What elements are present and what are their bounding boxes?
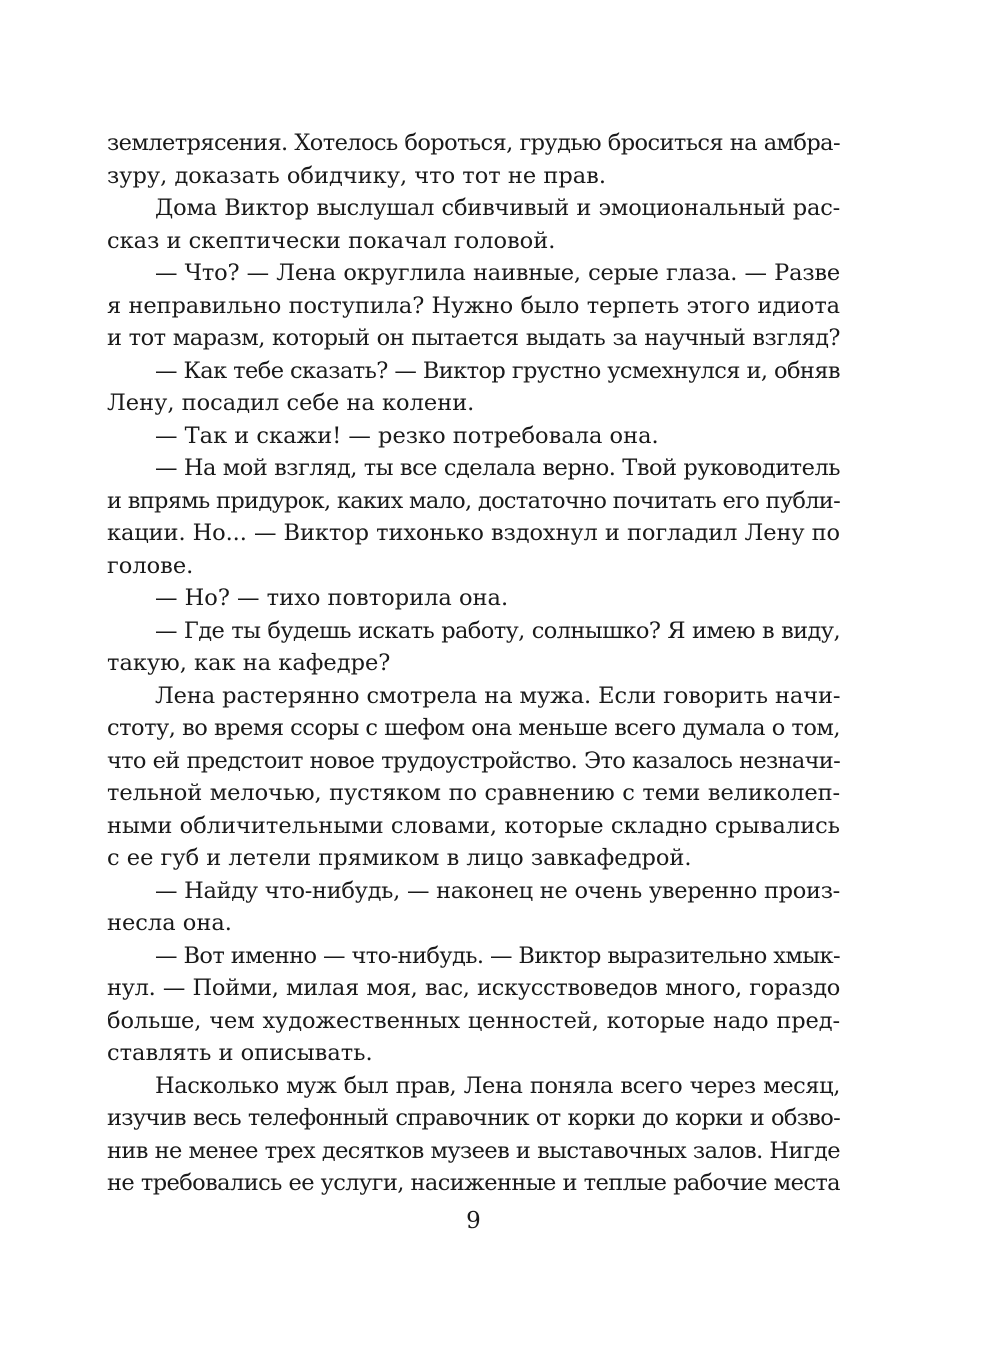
text-line: нул. — Пойми, милая моя, вас, искусствоведов много, гораздо (107, 975, 840, 1001)
text-line: — На мой взгляд, ты все сделала верно. Твой руководитель (155, 455, 840, 481)
text-line: — Как тебе сказать? — Виктор грустно усмехнулся и, обняв (155, 357, 840, 384)
text-line: стоту, во время ссоры с шефом она меньше всего думала о том, (107, 715, 840, 741)
text-line: сказ и скептически покачал головой. (107, 227, 556, 254)
text-line: зуру, доказать обидчику, что тот не прав. (107, 162, 606, 189)
text-line: не требовались ее услуги, насиженные и теплые рабочие места (107, 1170, 840, 1196)
body-text (107, 127, 840, 1200)
text-line: ными обличительными словами, которые складно срывались (107, 812, 840, 839)
text-line: с ее губ и летели прямиком в лицо завкафедрой. (107, 845, 692, 871)
text-line: такую, как на кафедре? (107, 650, 391, 676)
text-line: — Где ты будешь искать работу, солнышко? Я имею в виду, (155, 617, 840, 644)
text-line: что ей предстоит новое трудоустройство. Это казалось незначи- (107, 747, 840, 774)
text-line: изучив весь телефонный справочник от корки до корки и обзво- (107, 1105, 840, 1131)
text-line: — Но? — тихо повторила она. (155, 585, 509, 611)
text-line: и впрямь придурок, каких мало, достаточно почитать его публи- (107, 487, 840, 514)
text-line: больше, чем художественных ценностей, которые надо пред- (107, 1007, 840, 1034)
text-line: кации. Но... — Виктор тихонько вздохнул и погладил Лену по (107, 520, 840, 546)
text-line: ставлять и описывать. (107, 1040, 373, 1066)
text-line: — Вот именно — что-нибудь. — Виктор выразительно хмык- (155, 942, 840, 969)
text-line: Лена растерянно смотрела на мужа. Если говорить начи- (155, 682, 840, 709)
page-number: 9 (466, 1208, 481, 1234)
text-line: Дома Виктор выслушал сбивчивый и эмоциональный рас- (155, 195, 840, 221)
text-line: Лену, посадил себе на колени. (107, 390, 475, 416)
text-line: голове. (107, 552, 194, 579)
text-line: я неправильно поступила? Нужно было терпеть этого идиота (107, 292, 840, 319)
text-line: Насколько муж был прав, Лена поняла всего через месяц, (155, 1072, 840, 1099)
text-line: несла она. (107, 910, 232, 936)
text-line: — Найду что-нибудь, — наконец не очень уверенно произ- (155, 877, 840, 904)
text-line: тельной мелочью, пустяком по сравнению с теми великолеп- (107, 780, 840, 806)
text-line: — Что? — Лена округлила наивные, серые глаза. — Разве (155, 260, 840, 286)
text-line: — Так и скажи! — резко потребовала она. (155, 422, 659, 449)
text-line: землетрясения. Хотелось бороться, грудью броситься на амбра- (107, 130, 840, 156)
text-line: и тот маразм, который он пытается выдать за научный взгляд? (107, 325, 840, 351)
text-line: нив не менее трех десятков музеев и выставочных залов. Нигде (107, 1137, 840, 1164)
